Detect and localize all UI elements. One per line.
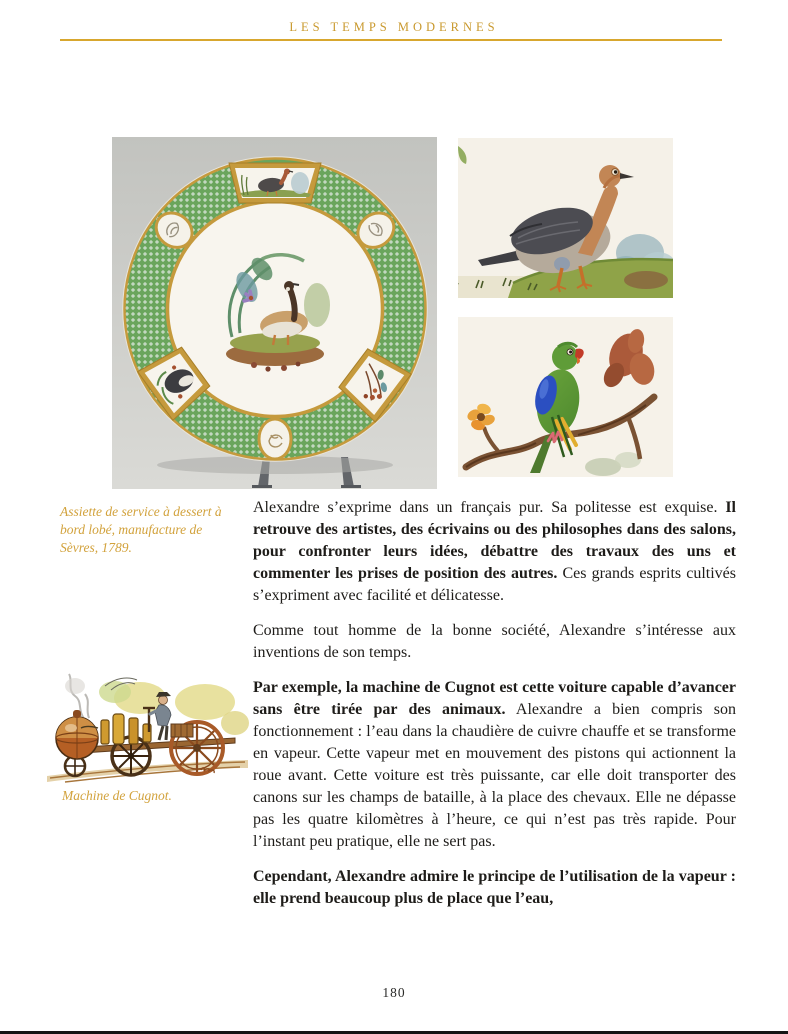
plate-illustration <box>112 137 437 489</box>
paragraph-4 <box>253 866 736 910</box>
plate-caption: Assiette de service à dessert à bord lobé, manufacture de Sèvres, 1789. <box>60 504 222 555</box>
paragraph-1-regular-2: Ces grands esprits cultivés s’expriment avec facilité et délicatesse. <box>253 565 736 604</box>
pigeon-illustration <box>458 138 673 298</box>
paragraph-2-regular: Comme tout homme de la bonne société, Alexandre s’intéresse aux inventions de son temps. <box>253 622 736 661</box>
paragraph-1-bold: Il retrouve des artistes, des écrivains ou des philosophes dans des salons, pour confronter leurs idées, débattre des travaux des uns et commenter les prises de position des autres. <box>253 499 736 582</box>
plate-bottom-medallion <box>259 419 291 459</box>
plate-photo <box>112 137 437 489</box>
paragraph-3-regular: Alexandre a bien compris son fonctionnement : l’eau dans la chaudière de cuivre chauffe et se transforme en vapeur. Cette vapeur met en mouvement des pistons qui actionnent la roue avant. Cette voiture est très puissante, car elle doit transporter des canons sur les champs de bataille, à la place des chevaux. Elle ne dépasse pas les quatre kilomètres à l’heure, ce qui n’est pas très rapide. Pour l’instant peu pratique, elle ne sert pas. <box>253 701 737 850</box>
cugnot-caption: Machine de Cugnot. <box>62 788 172 803</box>
paragraph-2 <box>253 620 736 664</box>
pigeon-painting <box>458 138 673 298</box>
paragraph-4-bold: Cependant, Alexandre admire le principe de l’utilisation de la vapeur : elle prend beaucoup plus de place que l’eau, <box>253 868 736 907</box>
header-rule <box>60 39 722 41</box>
parrot-illustration <box>458 317 673 477</box>
parrot-painting <box>458 317 673 477</box>
paragraph-3-bold: Par exemple, la machine de Cugnot est cette voiture capable d’avancer sans être tirée par des animaux. <box>253 679 736 718</box>
plate-top-panel <box>229 163 321 203</box>
body-text-column <box>253 497 736 923</box>
paragraph-1 <box>253 497 736 607</box>
page-header-title: LES TEMPS MODERNES <box>289 20 499 34</box>
paragraph-3 <box>253 677 736 853</box>
paragraph-1-regular: Alexandre s’exprime dans un français pur. Sa politesse est exquise. <box>253 499 726 516</box>
page-number: 180 <box>382 985 406 1000</box>
cugnot-sketch <box>45 668 250 786</box>
boiler <box>56 710 98 759</box>
cugnot-illustration <box>45 668 250 786</box>
